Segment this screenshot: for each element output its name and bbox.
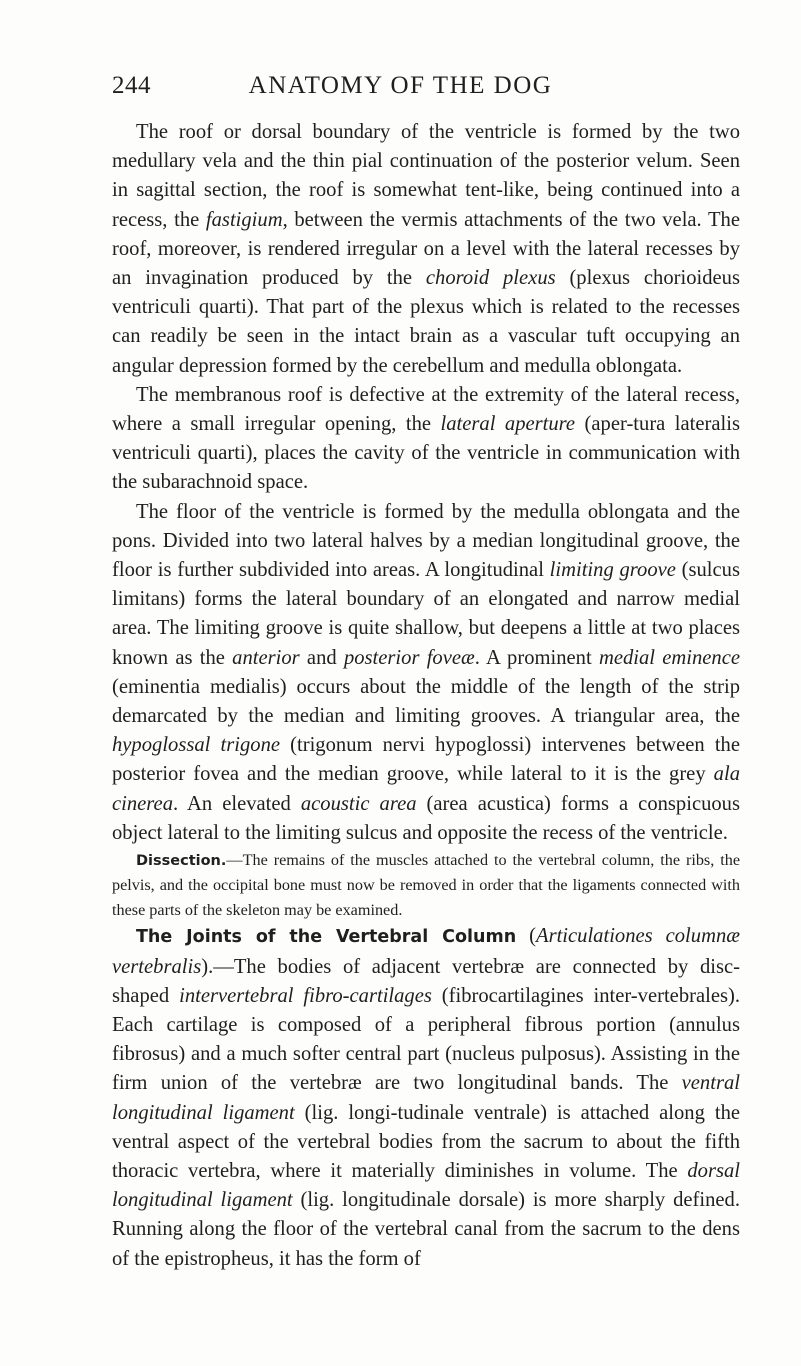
term-intervertebral-fibro-cartilages: intervertebral fibro-cartilages bbox=[179, 984, 432, 1007]
text: The floor of the ventricle is formed by the medulla oblongata and the pons. Divided into two lateral halves by a median longitudinal groove, the floor is further subdivided into areas. A longitudinal bbox=[112, 500, 740, 582]
text: The membranous roof is defective at the extremity of the lateral recess, where a small irregular opening, the bbox=[112, 383, 740, 436]
page-number: 244 bbox=[112, 72, 151, 99]
text: (lig. longitudinale dorsale) is more sharply defined. Running along the floor of the vertebral canal from the sacrum to the dens of the epistropheus, it has the form of bbox=[112, 1189, 740, 1270]
text: —The remains of the muscles attached to the vertebral column, the ribs, the pelvis, and the occipital bone must now be removed in order that the ligaments connected with these parts of the skeleton may be examined. bbox=[112, 851, 740, 919]
term-hypoglossal-trigone: hypoglossal trigone bbox=[112, 734, 281, 757]
text: . A prominent bbox=[474, 646, 599, 669]
text: . An elevated bbox=[173, 792, 301, 815]
running-head: ANATOMY OF THE DOG bbox=[248, 72, 553, 99]
text: ).—The bodies of adjacent vertebræ are connected by disc-shaped bbox=[112, 955, 740, 1007]
term-ventral-longitudinal-ligament: ventral longitudinal ligament bbox=[112, 1072, 740, 1124]
paragraph-lateral-aperture bbox=[112, 381, 740, 498]
text: (sulcus limitans) forms the lateral boundary of an elongated and narrow medial area. The limiting groove is quite shallow, but deepens a little at two places known as the bbox=[112, 559, 740, 669]
dissection-note bbox=[112, 848, 740, 922]
paragraph-vertebral-joints bbox=[112, 922, 740, 1273]
section-heading: The Joints of the Vertebral Column bbox=[136, 927, 517, 948]
text: (trigonum nervi hypoglossi) intervenes between the posterior fovea and the median groove, while lateral to it is the grey bbox=[112, 734, 740, 786]
text: (lig. longi-tudinale ventrale) is attached along the ventral aspect of the vertebral bodies from the sacrum to about the fifth thoracic vertebra, where it materially diminishes in volume. The bbox=[112, 1101, 741, 1182]
paragraph-roof bbox=[112, 118, 740, 381]
term-lateral-aperture: lateral aperture bbox=[440, 413, 576, 436]
dissection-label: Dissection. bbox=[136, 853, 227, 870]
text: , between the vermis attachments of the two vela. The roof, moreover, is rendered irregular on a level with the lateral recesses by an invagination produced by the bbox=[112, 208, 740, 290]
term-fastigium: fastigium bbox=[205, 208, 283, 231]
text: (area acustica) forms a conspicuous object lateral to the limiting sulcus and opposite the recess of the ventricle. bbox=[112, 792, 740, 844]
term-limiting-groove: limiting groove bbox=[549, 559, 676, 582]
text: (plexus chorioideus ventriculi quarti). That part of the plexus which is related to the recesses can readily be seen in the intact brain as a vascular tuft occupying an angular depression formed by the cerebellum and medulla oblongata. bbox=[112, 267, 740, 377]
text: (eminentia medialis) occurs about the middle of the length of the strip demarcated by the median and limiting grooves. A triangular area, the bbox=[112, 675, 740, 728]
term-posterior-foveae: posterior foveæ bbox=[343, 646, 475, 669]
text: (fibrocartilagines inter-vertebrales). Each cartilage is composed of a peripheral fibrous portion (annulus fibrosus) and a much softer central part (nucleus pulposus). Assisting in the firm union of the vertebræ are two longitudinal bands. The bbox=[112, 984, 741, 1095]
text: The roof or dorsal boundary of the ventricle is formed by the two medullary vela and the thin pial continuation of the posterior velum. Seen in sagittal section, the roof is somewhat tent-like, being continued into a recess, the bbox=[112, 121, 740, 231]
term-medial-eminence: medial eminence bbox=[598, 646, 741, 669]
text: and bbox=[299, 646, 344, 669]
text: (aper-tura lateralis ventriculi quarti), places the cavity of the ventricle in communication with the subarachnoid space. bbox=[112, 413, 740, 494]
term-acoustic-area: acoustic area bbox=[300, 792, 417, 815]
term-anterior: anterior bbox=[232, 646, 300, 669]
page-header bbox=[112, 72, 689, 106]
paragraph-floor bbox=[112, 498, 740, 848]
term-dorsal-longitudinal-ligament: dorsal longitudinal ligament bbox=[112, 1159, 740, 1212]
term-articulationes: Articulationes columnæ vertebralis bbox=[112, 925, 740, 978]
text: ( bbox=[516, 925, 536, 948]
term-choroid-plexus: choroid plexus bbox=[425, 267, 556, 290]
term-ala-cinerea: ala cinerea bbox=[112, 763, 740, 815]
page-body bbox=[112, 118, 740, 1274]
